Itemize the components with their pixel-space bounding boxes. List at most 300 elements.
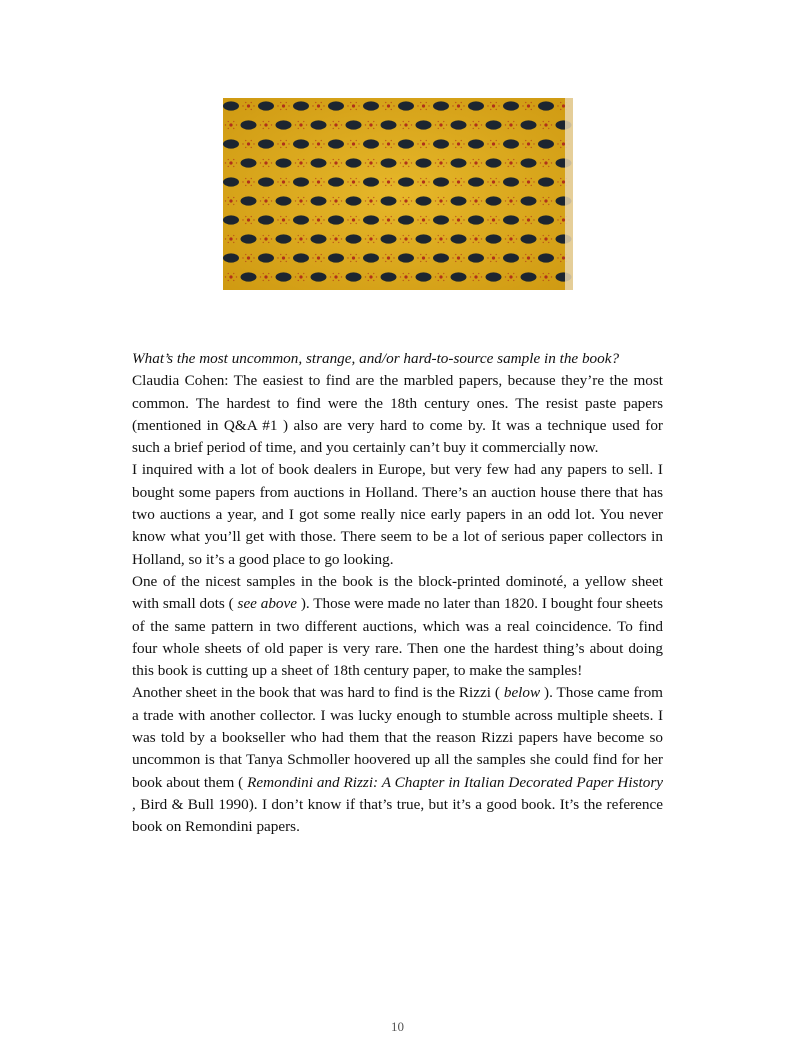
pattern-red-dot: [264, 275, 267, 278]
pattern-oval: [293, 101, 309, 110]
pattern-small-dot: [443, 242, 444, 243]
pattern-small-dot: [473, 128, 474, 129]
pattern-small-dot: [368, 280, 369, 281]
pattern-small-dot: [408, 166, 409, 167]
pattern-small-dot: [473, 242, 474, 243]
pattern-red-dot: [404, 161, 407, 164]
pattern-small-dot: [490, 178, 491, 179]
pattern-oval: [241, 234, 257, 243]
pattern-oval: [433, 101, 449, 110]
pattern-oval: [381, 158, 397, 167]
pattern-oval: [538, 101, 554, 110]
pattern-small-dot: [490, 109, 491, 110]
pattern-small-dot: [376, 200, 377, 201]
pattern-small-dot: [455, 102, 456, 103]
pattern-small-dot: [408, 159, 409, 160]
pattern-small-dot: [315, 261, 316, 262]
pattern-small-dot: [245, 216, 246, 217]
pattern-oval: [241, 196, 257, 205]
pattern-small-dot: [356, 223, 357, 224]
pattern-small-dot: [473, 204, 474, 205]
pattern-small-dot: [408, 235, 409, 236]
pattern-small-dot: [288, 105, 289, 106]
paper-background: [223, 98, 573, 290]
pattern-small-dot: [330, 124, 331, 125]
pattern-oval: [538, 139, 554, 148]
pattern-small-dot: [225, 200, 226, 201]
pattern-small-dot: [286, 185, 287, 186]
pattern-red-dot: [334, 199, 337, 202]
pattern-small-dot: [315, 254, 316, 255]
pattern-small-dot: [245, 178, 246, 179]
pattern-red-dot: [299, 161, 302, 164]
pattern-small-dot: [543, 235, 544, 236]
pattern-red-dot: [264, 123, 267, 126]
pattern-small-dot: [498, 181, 499, 182]
pattern-small-dot: [263, 204, 264, 205]
pattern-small-dot: [513, 128, 514, 129]
pattern-small-dot: [490, 102, 491, 103]
pattern-small-dot: [478, 159, 479, 160]
pattern-red-dot: [352, 142, 355, 145]
pattern-small-dot: [315, 109, 316, 110]
pattern-small-dot: [338, 159, 339, 160]
below-reference: below: [503, 684, 541, 702]
pattern-small-dot: [233, 235, 234, 236]
pattern-small-dot: [347, 143, 348, 144]
pattern-oval: [468, 253, 484, 262]
pattern-small-dot: [496, 254, 497, 255]
pattern-small-dot: [242, 219, 243, 220]
pattern-oval: [276, 158, 292, 167]
pattern-small-dot: [438, 166, 439, 167]
pattern-small-dot: [225, 162, 226, 163]
pattern-small-dot: [298, 197, 299, 198]
pattern-small-dot: [478, 121, 479, 122]
pattern-small-dot: [548, 280, 549, 281]
pattern-small-dot: [557, 181, 558, 182]
pattern-small-dot: [403, 128, 404, 129]
pattern-small-dot: [286, 109, 287, 110]
pattern-red-dot: [282, 218, 285, 221]
pattern-small-dot: [333, 235, 334, 236]
pattern-oval: [416, 120, 432, 129]
pattern-red-dot: [247, 104, 250, 107]
pattern-oval: [521, 196, 537, 205]
pattern-oval: [416, 272, 432, 281]
pattern-oval: [398, 101, 414, 110]
pattern-small-dot: [420, 223, 421, 224]
pattern-small-dot: [513, 273, 514, 274]
pattern-small-dot: [228, 280, 229, 281]
pattern-small-dot: [315, 140, 316, 141]
pattern-small-dot: [263, 159, 264, 160]
pattern-small-dot: [373, 242, 374, 243]
pattern-small-dot: [312, 257, 313, 258]
pattern-small-dot: [403, 235, 404, 236]
pattern-small-dot: [473, 273, 474, 274]
pattern-oval: [346, 272, 362, 281]
pattern-small-dot: [225, 276, 226, 277]
pattern-oval: [503, 139, 519, 148]
pattern-small-dot: [543, 128, 544, 129]
pattern-oval: [223, 215, 239, 224]
pattern-red-dot: [299, 237, 302, 240]
pattern-small-dot: [350, 147, 351, 148]
pattern-oval: [381, 120, 397, 129]
pattern-small-dot: [560, 178, 561, 179]
pattern-small-dot: [321, 254, 322, 255]
pattern-small-dot: [245, 140, 246, 141]
pattern-small-dot: [242, 105, 243, 106]
pattern-small-dot: [508, 197, 509, 198]
pattern-small-dot: [496, 185, 497, 186]
pattern-small-dot: [400, 238, 401, 239]
pattern-small-dot: [341, 162, 342, 163]
pattern-small-dot: [306, 162, 307, 163]
pattern-small-dot: [373, 204, 374, 205]
pattern-small-dot: [385, 223, 386, 224]
pattern-small-dot: [233, 121, 234, 122]
pattern-small-dot: [245, 261, 246, 262]
pattern-small-dot: [490, 216, 491, 217]
pattern-oval: [241, 120, 257, 129]
pattern-small-dot: [543, 159, 544, 160]
pattern-small-dot: [513, 280, 514, 281]
pattern-small-dot: [333, 273, 334, 274]
pattern-small-dot: [391, 178, 392, 179]
pattern-oval: [521, 272, 537, 281]
pattern-small-dot: [303, 280, 304, 281]
pattern-small-dot: [233, 204, 234, 205]
pattern-small-dot: [288, 257, 289, 258]
pattern-oval: [276, 272, 292, 281]
pattern-oval: [416, 158, 432, 167]
pattern-small-dot: [391, 254, 392, 255]
pattern-small-dot: [321, 261, 322, 262]
pattern-oval: [346, 158, 362, 167]
pattern-small-dot: [251, 254, 252, 255]
pattern-small-dot: [496, 216, 497, 217]
pattern-small-dot: [455, 140, 456, 141]
pattern-red-dot: [492, 256, 495, 259]
pattern-small-dot: [490, 261, 491, 262]
pattern-oval: [311, 272, 327, 281]
pattern-small-dot: [490, 223, 491, 224]
pattern-small-dot: [358, 143, 359, 144]
pattern-small-dot: [280, 185, 281, 186]
pattern-small-dot: [540, 124, 541, 125]
pattern-small-dot: [525, 102, 526, 103]
pattern-small-dot: [303, 273, 304, 274]
pattern-small-dot: [391, 140, 392, 141]
pattern-small-dot: [382, 105, 383, 106]
pattern-small-dot: [403, 166, 404, 167]
pattern-small-dot: [268, 273, 269, 274]
pattern-small-dot: [426, 223, 427, 224]
pattern-red-dot: [457, 180, 460, 183]
pattern-small-dot: [280, 140, 281, 141]
pattern-small-dot: [443, 280, 444, 281]
pattern-oval: [363, 215, 379, 224]
pattern-small-dot: [531, 147, 532, 148]
pattern-oval: [223, 139, 239, 148]
pattern-small-dot: [455, 178, 456, 179]
pattern-small-dot: [263, 273, 264, 274]
pattern-small-dot: [368, 121, 369, 122]
pattern-small-dot: [531, 223, 532, 224]
pattern-red-dot: [334, 161, 337, 164]
pattern-small-dot: [408, 273, 409, 274]
pattern-small-dot: [551, 162, 552, 163]
pattern-small-dot: [321, 140, 322, 141]
pattern-red-dot: [369, 123, 372, 126]
pattern-small-dot: [531, 216, 532, 217]
pattern-small-dot: [298, 273, 299, 274]
pattern-small-dot: [251, 102, 252, 103]
pattern-oval: [346, 120, 362, 129]
pattern-red-dot: [562, 256, 565, 259]
pattern-small-dot: [455, 185, 456, 186]
pattern-oval: [311, 196, 327, 205]
pattern-small-dot: [560, 185, 561, 186]
pattern-small-dot: [356, 147, 357, 148]
pattern-oval: [503, 177, 519, 186]
pattern-small-dot: [391, 102, 392, 103]
pattern-red-dot: [492, 104, 495, 107]
pattern-oval: [346, 234, 362, 243]
pattern-small-dot: [260, 162, 261, 163]
pattern-small-dot: [341, 276, 342, 277]
pattern-small-dot: [540, 238, 541, 239]
pattern-oval: [398, 177, 414, 186]
pattern-small-dot: [393, 143, 394, 144]
pattern-small-dot: [505, 276, 506, 277]
pattern-small-dot: [490, 147, 491, 148]
pattern-red-dot: [562, 218, 565, 221]
pattern-small-dot: [391, 216, 392, 217]
pattern-small-dot: [333, 121, 334, 122]
pattern-oval: [363, 101, 379, 110]
pattern-oval: [258, 139, 274, 148]
pattern-small-dot: [455, 147, 456, 148]
pattern-small-dot: [350, 102, 351, 103]
pattern-small-dot: [461, 216, 462, 217]
pattern-small-dot: [295, 162, 296, 163]
pattern-small-dot: [286, 147, 287, 148]
pattern-small-dot: [551, 238, 552, 239]
pattern-small-dot: [487, 143, 488, 144]
pattern-small-dot: [452, 219, 453, 220]
pattern-small-dot: [280, 261, 281, 262]
pattern-red-dot: [299, 123, 302, 126]
pattern-small-dot: [295, 200, 296, 201]
pattern-red-dot: [264, 199, 267, 202]
pattern-small-dot: [298, 280, 299, 281]
pattern-red-dot: [439, 123, 442, 126]
pattern-oval: [346, 196, 362, 205]
pattern-small-dot: [438, 197, 439, 198]
pattern-oval: [486, 120, 502, 129]
pattern-oval: [486, 158, 502, 167]
pattern-red-dot: [404, 275, 407, 278]
pattern-small-dot: [438, 242, 439, 243]
pattern-small-dot: [251, 147, 252, 148]
pattern-small-dot: [315, 102, 316, 103]
pattern-red-dot: [544, 123, 547, 126]
pattern-small-dot: [443, 128, 444, 129]
pattern-small-dot: [525, 178, 526, 179]
pattern-red-dot: [282, 180, 285, 183]
pattern-oval: [538, 253, 554, 262]
pattern-small-dot: [260, 276, 261, 277]
pattern-small-dot: [341, 200, 342, 201]
pattern-small-dot: [298, 159, 299, 160]
pattern-small-dot: [411, 200, 412, 201]
pattern-small-dot: [393, 257, 394, 258]
pattern-small-dot: [403, 242, 404, 243]
pattern-small-dot: [443, 159, 444, 160]
pattern-small-dot: [400, 276, 401, 277]
pattern-small-dot: [461, 185, 462, 186]
pattern-small-dot: [417, 181, 418, 182]
pattern-small-dot: [236, 124, 237, 125]
pattern-small-dot: [373, 235, 374, 236]
book-title: Remondini and Rizzi: A Chapter in Italian Decorated Paper History: [247, 773, 663, 791]
pattern-oval: [293, 215, 309, 224]
pattern-small-dot: [438, 121, 439, 122]
pattern-oval: [521, 120, 537, 129]
pattern-small-dot: [420, 140, 421, 141]
pattern-small-dot: [312, 219, 313, 220]
pattern-small-dot: [236, 276, 237, 277]
pattern-small-dot: [508, 204, 509, 205]
pattern-small-dot: [242, 143, 243, 144]
pattern-small-dot: [321, 216, 322, 217]
pattern-small-dot: [271, 162, 272, 163]
pattern-small-dot: [487, 257, 488, 258]
pattern-small-dot: [420, 147, 421, 148]
pattern-oval: [363, 253, 379, 262]
pattern-small-dot: [228, 166, 229, 167]
pattern-small-dot: [368, 128, 369, 129]
pattern-small-dot: [393, 219, 394, 220]
pattern-small-dot: [508, 121, 509, 122]
pattern-small-dot: [531, 178, 532, 179]
pattern-small-dot: [268, 280, 269, 281]
pattern-red-dot: [509, 161, 512, 164]
pattern-small-dot: [498, 257, 499, 258]
answer-paragraph-1: Claudia Cohen: The easiest to find are the marbled papers, because they’re the most common. The hardest to find were the 18th century ones. The resist paste papers (mentioned in Q&A #1 ) also are very hard to come by. It was a technique used for such a brief period of time, and you certainly can’t buy it commercially now.: [132, 372, 663, 457]
pattern-small-dot: [417, 143, 418, 144]
pattern-small-dot: [560, 216, 561, 217]
pattern-small-dot: [228, 204, 229, 205]
pattern-small-dot: [236, 162, 237, 163]
pattern-small-dot: [280, 178, 281, 179]
pattern-small-dot: [391, 109, 392, 110]
pattern-red-dot: [492, 142, 495, 145]
pattern-small-dot: [496, 102, 497, 103]
pattern-red-dot: [544, 275, 547, 278]
pattern-small-dot: [365, 200, 366, 201]
pattern-small-dot: [470, 200, 471, 201]
pattern-small-dot: [373, 159, 374, 160]
pattern-small-dot: [516, 124, 517, 125]
pattern-small-dot: [242, 181, 243, 182]
pattern-small-dot: [473, 159, 474, 160]
pattern-small-dot: [408, 204, 409, 205]
pattern-small-dot: [385, 147, 386, 148]
pattern-small-dot: [470, 124, 471, 125]
pattern-small-dot: [455, 216, 456, 217]
pattern-small-dot: [543, 121, 544, 122]
pattern-small-dot: [400, 124, 401, 125]
pattern-red-dot: [492, 180, 495, 183]
pattern-small-dot: [428, 219, 429, 220]
pattern-small-dot: [391, 185, 392, 186]
pattern-small-dot: [306, 124, 307, 125]
pattern-small-dot: [298, 128, 299, 129]
pattern-oval: [521, 234, 537, 243]
pattern-small-dot: [286, 223, 287, 224]
pattern-small-dot: [271, 238, 272, 239]
pattern-small-dot: [350, 254, 351, 255]
pattern-small-dot: [411, 124, 412, 125]
pattern-small-dot: [298, 204, 299, 205]
answer-paragraph-2: I inquired with a lot of book dealers in Europe, but very few had any papers to sell. I bought some papers from auctions in Holland. There’s an auction house there that has two auctions a year, and I got some really nice early papers in an odd lot. You never know what you’ll get with those. There seem to be a lot of serious paper collectors in Holland, so it’s a good place to go looking.: [132, 461, 663, 568]
pattern-small-dot: [400, 200, 401, 201]
pattern-small-dot: [522, 105, 523, 106]
pattern-red-dot: [334, 237, 337, 240]
pattern-small-dot: [323, 143, 324, 144]
pattern-small-dot: [455, 254, 456, 255]
pattern-small-dot: [498, 105, 499, 106]
pattern-oval: [328, 215, 344, 224]
pattern-small-dot: [263, 242, 264, 243]
pattern-small-dot: [358, 219, 359, 220]
pattern-small-dot: [522, 219, 523, 220]
pattern-small-dot: [263, 197, 264, 198]
pattern-small-dot: [280, 254, 281, 255]
pattern-small-dot: [560, 254, 561, 255]
pattern-red-dot: [264, 237, 267, 240]
pattern-small-dot: [487, 181, 488, 182]
pattern-small-dot: [496, 109, 497, 110]
pattern-oval: [451, 272, 467, 281]
pattern-small-dot: [315, 185, 316, 186]
pattern-oval: [416, 234, 432, 243]
article-body: [132, 348, 663, 839]
pattern-small-dot: [338, 280, 339, 281]
pattern-small-dot: [498, 219, 499, 220]
pattern-small-dot: [280, 109, 281, 110]
pattern-oval: [451, 196, 467, 205]
pattern-small-dot: [540, 276, 541, 277]
pattern-small-dot: [543, 197, 544, 198]
pattern-small-dot: [350, 216, 351, 217]
pattern-small-dot: [385, 185, 386, 186]
pattern-red-dot: [317, 142, 320, 145]
pattern-small-dot: [228, 121, 229, 122]
pattern-small-dot: [531, 261, 532, 262]
pattern-oval: [276, 196, 292, 205]
pattern-small-dot: [315, 147, 316, 148]
pattern-red-dot: [247, 256, 250, 259]
pattern-red-dot: [317, 104, 320, 107]
pattern-small-dot: [417, 257, 418, 258]
pattern-small-dot: [341, 124, 342, 125]
pattern-red-dot: [422, 142, 425, 145]
